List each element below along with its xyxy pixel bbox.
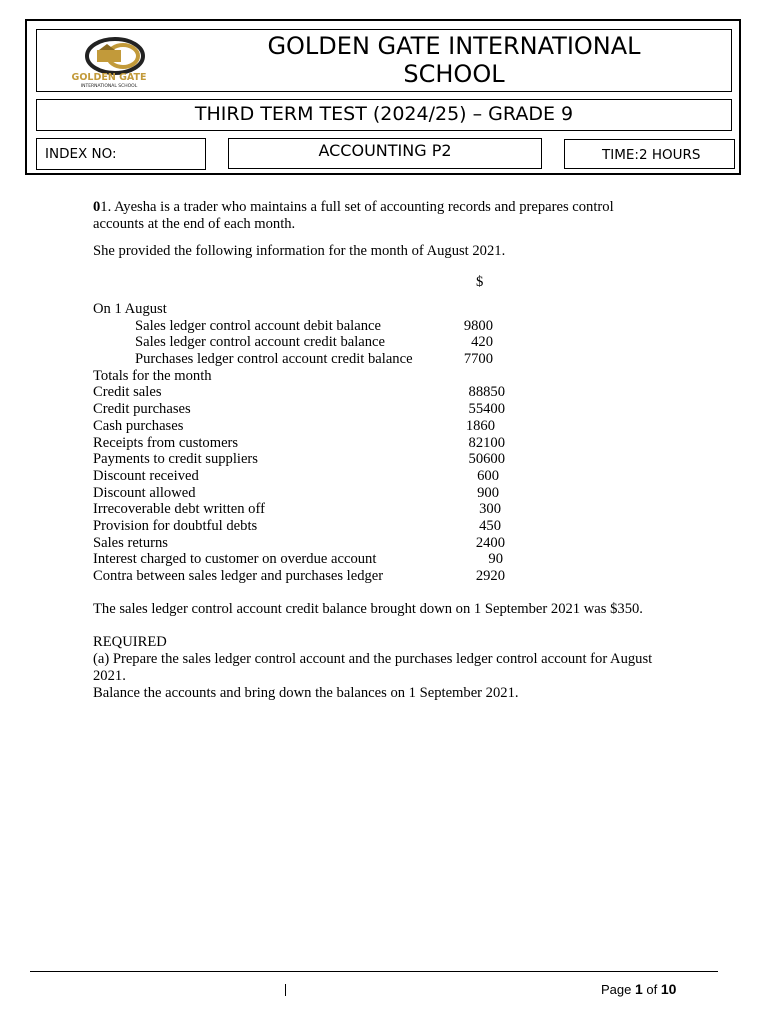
page-number: [601, 981, 676, 997]
row-label: Discount received: [93, 467, 199, 484]
data-row: [93, 551, 553, 568]
row-value: 1860: [465, 417, 495, 434]
footer-divider: [30, 971, 718, 972]
time-label: TIME:2 HOURS: [602, 147, 701, 163]
row-value: 90: [488, 551, 503, 568]
row-value: 9800: [463, 317, 493, 334]
row-value: 300: [479, 501, 501, 518]
required-heading: REQUIRED: [93, 634, 167, 650]
subject-title: ACCOUNTING P2: [318, 141, 452, 160]
logo-text: GOLDEN GATE: [71, 72, 147, 83]
data-row: [93, 435, 553, 452]
row-value: 88850: [468, 384, 505, 401]
page-word: Page: [601, 982, 632, 997]
row-value: 55400: [468, 401, 505, 418]
account-data-list: [93, 301, 553, 585]
row-label: Sales ledger control account credit balance: [135, 334, 386, 351]
term-banner: [36, 99, 732, 131]
row-value: 600: [477, 467, 499, 484]
row-label: Receipts from customers: [93, 434, 239, 451]
data-row: [93, 401, 553, 418]
question-1-intro: [93, 199, 653, 233]
closing-note: The sales ledger control account credit balance brought down on 1 September 2021 was $350.: [93, 601, 643, 617]
time-box: [564, 139, 735, 169]
logo-subtext: INTERNATIONAL SCHOOL: [80, 84, 138, 88]
row-value: 2400: [475, 534, 505, 551]
question-intro: [93, 199, 653, 270]
info-line: She provided the following information for the month of August 2021.: [93, 243, 506, 259]
data-row: [93, 418, 553, 435]
data-row: [93, 301, 553, 318]
row-value: 900: [477, 484, 499, 501]
data-row: [93, 501, 553, 518]
data-row: [93, 518, 553, 535]
required-part-a: (a) Prepare the sales ledger control account and the purchases ledger control account for August 2021.: [93, 651, 653, 684]
required-part-b: Balance the accounts and bring down the balances on 1 September 2021.: [93, 685, 519, 701]
row-label: Cash purchases: [93, 417, 184, 434]
row-label: Purchases ledger control account credit balance: [135, 351, 413, 368]
data-row: [93, 468, 553, 485]
row-label: Payments to credit suppliers: [93, 451, 258, 468]
row-label: Discount allowed: [93, 484, 196, 501]
data-row: [93, 384, 553, 401]
data-row: [93, 368, 553, 385]
row-label: Credit purchases: [93, 401, 191, 418]
school-logo-icon: [59, 36, 159, 88]
row-label: Credit sales: [93, 384, 162, 401]
question-intro-text: 1. Ayesha is a trader who maintains a full set of accounting records and prepares control accounts at the end of each month.: [93, 199, 614, 232]
school-banner: [36, 29, 732, 92]
row-label: On 1 August: [93, 301, 167, 317]
subject-box: [228, 138, 542, 169]
term-title: THIRD TERM TEST (2024/25) – GRADE 9: [194, 103, 574, 125]
row-value: 2920: [475, 568, 505, 584]
row-label: Sales returns: [93, 534, 168, 551]
row-value: 450: [479, 517, 501, 534]
data-row: [93, 334, 553, 351]
exam-header: [25, 19, 741, 175]
row-label: Interest charged to customer on overdue account: [93, 551, 377, 568]
school-name-line1: GOLDEN GATE INTERNATIONAL: [267, 32, 641, 60]
data-row: [93, 351, 553, 368]
row-value: 7700: [463, 351, 493, 368]
school-name-line2: SCHOOL: [403, 60, 505, 88]
school-name: [187, 32, 721, 88]
row-label: Sales ledger control account debit balance: [135, 317, 381, 334]
data-row: [93, 451, 553, 468]
row-label: Irrecoverable debt written off: [93, 501, 265, 518]
data-row: [93, 535, 553, 552]
text-cursor-mark: [285, 984, 286, 996]
currency-heading: $: [476, 274, 484, 290]
row-value: 82100: [468, 434, 505, 451]
page-total: 10: [660, 981, 677, 997]
data-row: [93, 318, 553, 335]
data-row: [93, 568, 553, 585]
row-label: Contra between sales ledger and purchases ledger: [93, 568, 384, 584]
question-requirements: [93, 601, 653, 702]
index-label: INDEX NO:: [45, 146, 117, 162]
index-number-box[interactable]: [36, 138, 206, 170]
row-value: 420: [471, 334, 493, 351]
row-label: Totals for the month: [93, 367, 212, 384]
row-label: Provision for doubtful debts: [93, 517, 258, 534]
data-row: [93, 485, 553, 502]
page-current: 1: [635, 981, 643, 997]
of-word: of: [646, 982, 658, 997]
row-value: 50600: [468, 451, 505, 468]
question-number: 0: [93, 199, 101, 215]
